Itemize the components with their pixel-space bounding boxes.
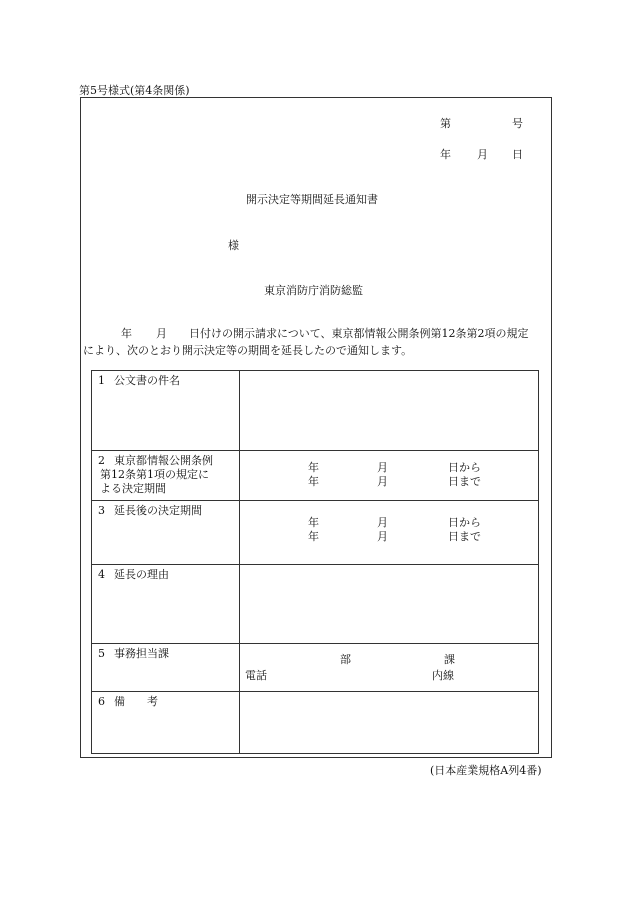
row-label-text: 東京都情報公開条例 xyxy=(114,454,213,467)
extended-period-cell xyxy=(240,501,539,565)
row-number: 6 xyxy=(98,695,105,708)
header-month: 月 xyxy=(477,148,488,161)
header-number-prefix: 第 xyxy=(440,117,451,130)
row-label xyxy=(92,565,240,644)
row-label-text: 事務担当課 xyxy=(114,647,169,660)
row-number: 3 xyxy=(98,504,105,517)
table-row xyxy=(92,565,539,644)
office-section: 課 xyxy=(444,653,455,666)
sender-name: 東京消防庁消防総監 xyxy=(264,284,363,297)
office-department: 部 xyxy=(340,653,351,666)
header-year: 年 xyxy=(440,148,451,161)
table-row xyxy=(92,644,539,692)
header-number-suffix: 号 xyxy=(512,117,523,130)
office-phone: 電話 xyxy=(245,669,267,682)
addressee-suffix: 様 xyxy=(228,239,239,252)
period-month: 月 xyxy=(377,530,388,543)
document-title: 開示決定等期間延長通知書 xyxy=(246,193,378,206)
original-period-cell xyxy=(240,451,539,501)
paper-size-note: (日本産業規格A列4番) xyxy=(430,764,542,777)
row-label-text: よる決定期間 xyxy=(100,482,166,495)
row-label xyxy=(92,644,240,692)
row-label xyxy=(92,692,240,754)
body-text xyxy=(83,325,529,359)
row-label xyxy=(92,501,240,565)
row-label-text: 延長後の決定期間 xyxy=(114,504,202,517)
period-year: 年 xyxy=(308,516,319,529)
body-line-1 xyxy=(83,325,529,342)
period-until: 日まで xyxy=(448,475,481,488)
body-month: 月 xyxy=(156,327,167,340)
row-label-text: 公文書の件名 xyxy=(114,374,180,387)
row-number: 4 xyxy=(98,568,105,581)
row-number: 1 xyxy=(98,374,105,387)
row-label-text: 第12条第1項の規定に xyxy=(100,468,209,481)
table-row xyxy=(92,451,539,501)
period-from: 日から xyxy=(448,461,481,474)
period-month: 月 xyxy=(377,475,388,488)
body-line-2: により、次のとおり開示決定等の期間を延長したので通知します。 xyxy=(83,344,413,357)
row-number: 5 xyxy=(98,647,105,660)
table-row xyxy=(92,371,539,451)
table-row xyxy=(92,692,539,754)
row-label-text: 延長の理由 xyxy=(114,568,169,581)
row-number: 2 xyxy=(98,454,105,467)
table-row xyxy=(92,501,539,565)
row-label xyxy=(92,371,240,451)
period-from: 日から xyxy=(448,516,481,529)
form-label: 第5号様式(第4条関係) xyxy=(79,84,190,97)
row-label xyxy=(92,451,240,501)
remarks-value-cell xyxy=(240,692,539,754)
reason-value-cell xyxy=(240,565,539,644)
details-table xyxy=(91,370,539,754)
row-label-text: 備 考 xyxy=(114,695,158,708)
period-until: 日まで xyxy=(448,530,481,543)
body-line-1-rest: 日付けの開示請求について、東京都情報公開条例第12条第2項の規定 xyxy=(189,327,529,340)
office-value-cell xyxy=(240,644,539,692)
office-extension: 内線 xyxy=(432,669,454,682)
period-year: 年 xyxy=(308,530,319,543)
header-day: 日 xyxy=(512,148,523,161)
period-month: 月 xyxy=(377,461,388,474)
period-month: 月 xyxy=(377,516,388,529)
period-year: 年 xyxy=(308,461,319,474)
body-year: 年 xyxy=(121,327,132,340)
subject-value-cell xyxy=(240,371,539,451)
period-year: 年 xyxy=(308,475,319,488)
